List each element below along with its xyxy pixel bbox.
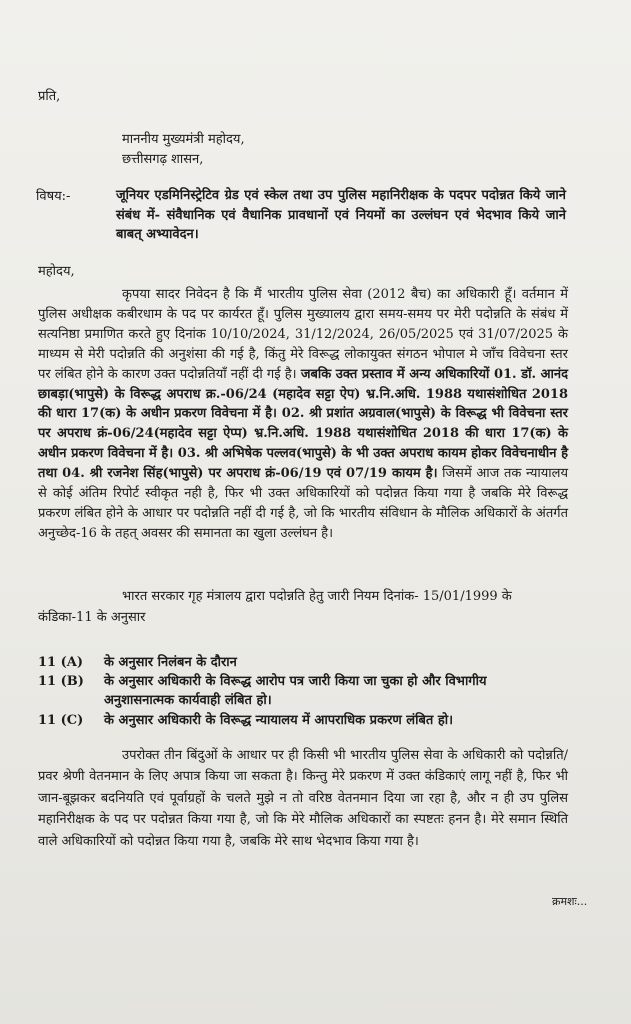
- para1-intro: कृपया सादर निवेदन है कि मैं भारतीय पुलिस सेवा (2012 बैच) का अधिकारी हूँ।: [122, 287, 517, 302]
- rule-11a-text: के अनुसार निलंबन के दौरान: [104, 655, 237, 670]
- salutation: महोदय,: [38, 264, 75, 279]
- rule-11c-text: के अनुसार अधिकारी के विरूद्ध न्यायालय में आपराधिक प्रकरण लंबित हो।: [104, 713, 454, 728]
- para1: [38, 285, 568, 544]
- prati-line: प्रति,: [38, 89, 61, 104]
- para2-line-2: कंडिका-11 के अनुसार: [38, 610, 146, 625]
- para1-bold: जबकि उक्त प्रस्ताव में अन्य अधिकारियों 01. डॉ. आनंद छाबड़ा(भापुसे) के विरूद्ध अपराध क्र.-06/24 (महादेव सट्टा ऐप) भ्र.नि.अधि. 1988 यथासंशोधित 2018 की धारा 17(क) के अधीन प्रकरण विवेचना में है। 02. श्री प्रशांत अग्रवाल(भापुसे) के विरूद्ध भी विवेचना स्तर पर अपराध क्रं-06/24(महादेव सट्टा ऐप्प) भ्र.नि.अधि. 1988 यथासंशोधित 2018 की धारा 17(क) के अधीन प्रकरण विवेचना में है। 03. श्री अभिषेक पल्लव(भापुसे) के भी उक्त अपराध कायम होकर विवेचनाधीन है तथा 04. श्री रजनेश सिंह(भापुसे) पर अपराध क्रं-06/19 एवं 07/19 कायम है।: [38, 366, 568, 482]
- para3: उपरोक्त तीन बिंदुओं के आधार पर ही किसी भी भारतीय पुलिस सेवा के अधिकारी को पदोन्नति/प्रवर श्रेणी वेतनमान के लिए अपात्र किया जा सकता है। किन्तु मेरे प्रकरण में उक्त कंडिकाएं लागू नहीं है, फिर भी जान-बूझकर बदनियति एवं पूर्वाग्रहों के चलते मुझे न तो वरिष्ठ वेतनमान दिया जा रहा है, और न ही उप पुलिस महानिरीक्षक के पद पर पदोन्नत किया गया है, जो कि मेरे मौलिक अधिकारों का स्पष्टतः हनन है। मेरे समान स्थिति वाले अधिकारियों को पदोन्नत किया गया है, जबकि मेरे साथ भेदभाव किया गया है।: [38, 748, 568, 849]
- para1-body: वर्तमान में पुलिस अधीक्षक कबीरधाम के पद पर कार्यरत हूँ। पुलिस मुख्यालय द्वारा समय-समय पर मेरी पदोन्नति के संबंध में सत्यनिष्ठा प्रमाणित करते हुए दिनांक 10/10/2024, 31/12/2024, 26/05/2025 एवं 31/07/2025 के माध्यम से मेरी पदोन्नति की अनुशंसा की गई है, किंतु मेरे विरूद्ध लोकायुक्त संगठन भोपाल मे जाँच विवेचना स्तर पर लंबित होने के कारण उक्त पदोन्नतियाँ नहीं दी गई है।: [38, 287, 568, 382]
- rule-11b-text: के अनुसार अधिकारी के विरूद्ध आरोप पत्र जारी किया जा चुका हो और विभागीय: [104, 674, 487, 689]
- subject-label: विषय:-: [36, 189, 71, 204]
- rule-11b-text-2: अनुशासनात्मक कार्यवाही लंबित हो।: [104, 693, 272, 708]
- para1-tail: जिसमें आज तक न्यायालय से कोई अंतिम रिपोर्ट स्वीकृत नही है, फिर भी उक्त अधिकारियों को पदोन्नत किया गया है जबकि मेरे विरूद्ध प्रकरण लंबित होने के आधार पर पदोन्नति नहीं दी गई है, जो कि भारतीय संविधान के मौलिक अधिकारों के अंतर्गत अनुच्छेद-16 के तहत् अवसर की समानता का खुला उल्लंघन है।: [38, 466, 568, 541]
- continued-marker: क्रमशः...: [552, 895, 588, 908]
- para2-line-1: भारत सरकार गृह मंत्रालय द्वारा पदोन्नति हेतु जारी नियम दिनांक- 15/01/1999 के: [122, 589, 512, 604]
- recipient-line-1: माननीय मुख्यमंत्री महोदय,: [122, 132, 245, 147]
- rule-11c-label: 11 (C): [38, 713, 84, 728]
- recipient-line-2: छत्तीसगढ़ शासन,: [122, 152, 204, 167]
- rule-11b-label: 11 (B): [38, 674, 84, 689]
- rule-11a-label: 11 (A): [38, 655, 84, 670]
- subject-text: जूनियर एडमिनिस्ट्रेटिव ग्रेड एवं स्केल तथा उप पुलिस महानिरीक्षक के पदपर पदोन्नत किये जाने संबंध में- संवैधानिक एवं वैधानिक प्रावधानों एवं नियमों का उल्लंघन एवं भेदभाव किये जाने बाबत् अभ्यावेदन।: [116, 188, 566, 243]
